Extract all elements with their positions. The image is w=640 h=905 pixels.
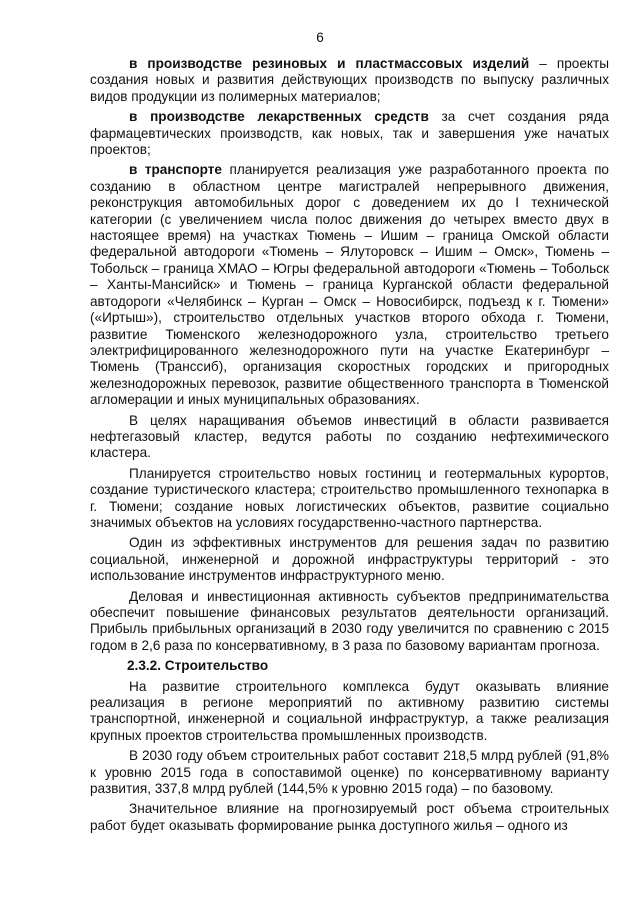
page-number: 6 bbox=[316, 30, 324, 45]
body-text bbox=[90, 56, 609, 838]
paragraph-infra-menu: Один из эффективных инструментов для решения задач по развитию социальной, инженерной и дорожной инфраструктуры территорий - это использование инструментов инфраструктурного меню. bbox=[90, 535, 609, 584]
transport-text: планируется реализация уже разработанного проекта по созданию в областном центре магистралей непрерывного движения, реконструкция автомобильных дорог с доведением их до I технической категории (с увеличением числа полос движения до четырех вместо двух в настоящее время) на участках Тюмень – Ишим – граница Омской области федеральной автодороги «Тюмень – Ялуторовск – Ишим – Омск», Тюмень – Тобольск – граница ХМАО – Югры федеральной автодороги «Тюмень – Тобольск – Ханты-Мансийск» и Тюмень – граница Курганской области федеральной автодороги «Челябинск – Курган – Омск – Новосибирск, подъезд к г. Тюмени» («Иртыш»), строительство отдельных участков второго обхода г. Тюмени, развитие Тюменского железнодорожного узла, строительство третьего электрифицированного железнодорожного пути на участке Екатеринбург – Тюмень (Транссиб), организация скоростных городских и пригородных железнодорожных перевозок, развитие общественного транспорта в Тюменской агломерации и иных муниципальных образованиях. bbox=[90, 162, 609, 408]
section-heading: 2.3.2. Строительство bbox=[127, 658, 269, 674]
rubber-text: – проекты создания новых и развития действующих производств по выпуску различных видов продукции из полимерных материалов; bbox=[90, 56, 609, 104]
transport-lead: в транспорте bbox=[129, 162, 222, 178]
paragraph-oil-gas: В целях наращивания объемов инвестиций в области развивается нефтегазовый кластер, ведутся работы по созданию нефтехимического кластера. bbox=[90, 412, 609, 461]
pharma-text: за счет создания ряда фармацевтических производств, как новых, так и завершения уже начатых проектов; bbox=[90, 109, 609, 158]
paragraph-rubber bbox=[90, 56, 609, 105]
rubber-lead: в производстве резиновых и пластмассовых изделий bbox=[129, 56, 530, 71]
paragraph-business: Деловая и инвестиционная активность субъектов предпринимательства обеспечит повышение финансовых результатов деятельности организаций. Прибыль прибыльных организаций в 2030 году увеличится по сравнению с 2015 годом в 2,6 раза по консервативному, в 3 раза по базовому вариантам прогноза. bbox=[90, 588, 609, 653]
paragraph-volume: В 2030 году объем строительных работ составит 218,5 млрд рублей (91,8% к уровню 2015 года в сопоставимой оценке) по консервативному варианту развития, 337,8 млрд рублей (144,5% к уровню 2015 года) – по базовому. bbox=[90, 748, 609, 797]
paragraph-hotels: Планируется строительство новых гостиниц и геотермальных курортов, создание туристического кластера; строительство промышленного технопарка в г. Тюмени; создание новых логистических объектов, развитие социально значимых объектов на условиях государственно-частного партнерства. bbox=[90, 465, 609, 530]
paragraph-housing: Значительное влияние на прогнозируемый рост объема строительных работ будет оказывать формирование рынка доступного жилья – одного из bbox=[90, 801, 609, 833]
pharma-lead: в производстве лекарственных средств bbox=[129, 109, 429, 125]
paragraph-transport bbox=[90, 162, 609, 408]
paragraph-pharma bbox=[90, 109, 609, 158]
paragraph-construction: На развитие строительного комплекса будут оказывать влияние реализация в регионе мероприятий по активному развитию системы транспортной, инженерной и социальной инфраструктур, а также реализация крупных проектов строительства промышленных производств. bbox=[90, 678, 609, 743]
